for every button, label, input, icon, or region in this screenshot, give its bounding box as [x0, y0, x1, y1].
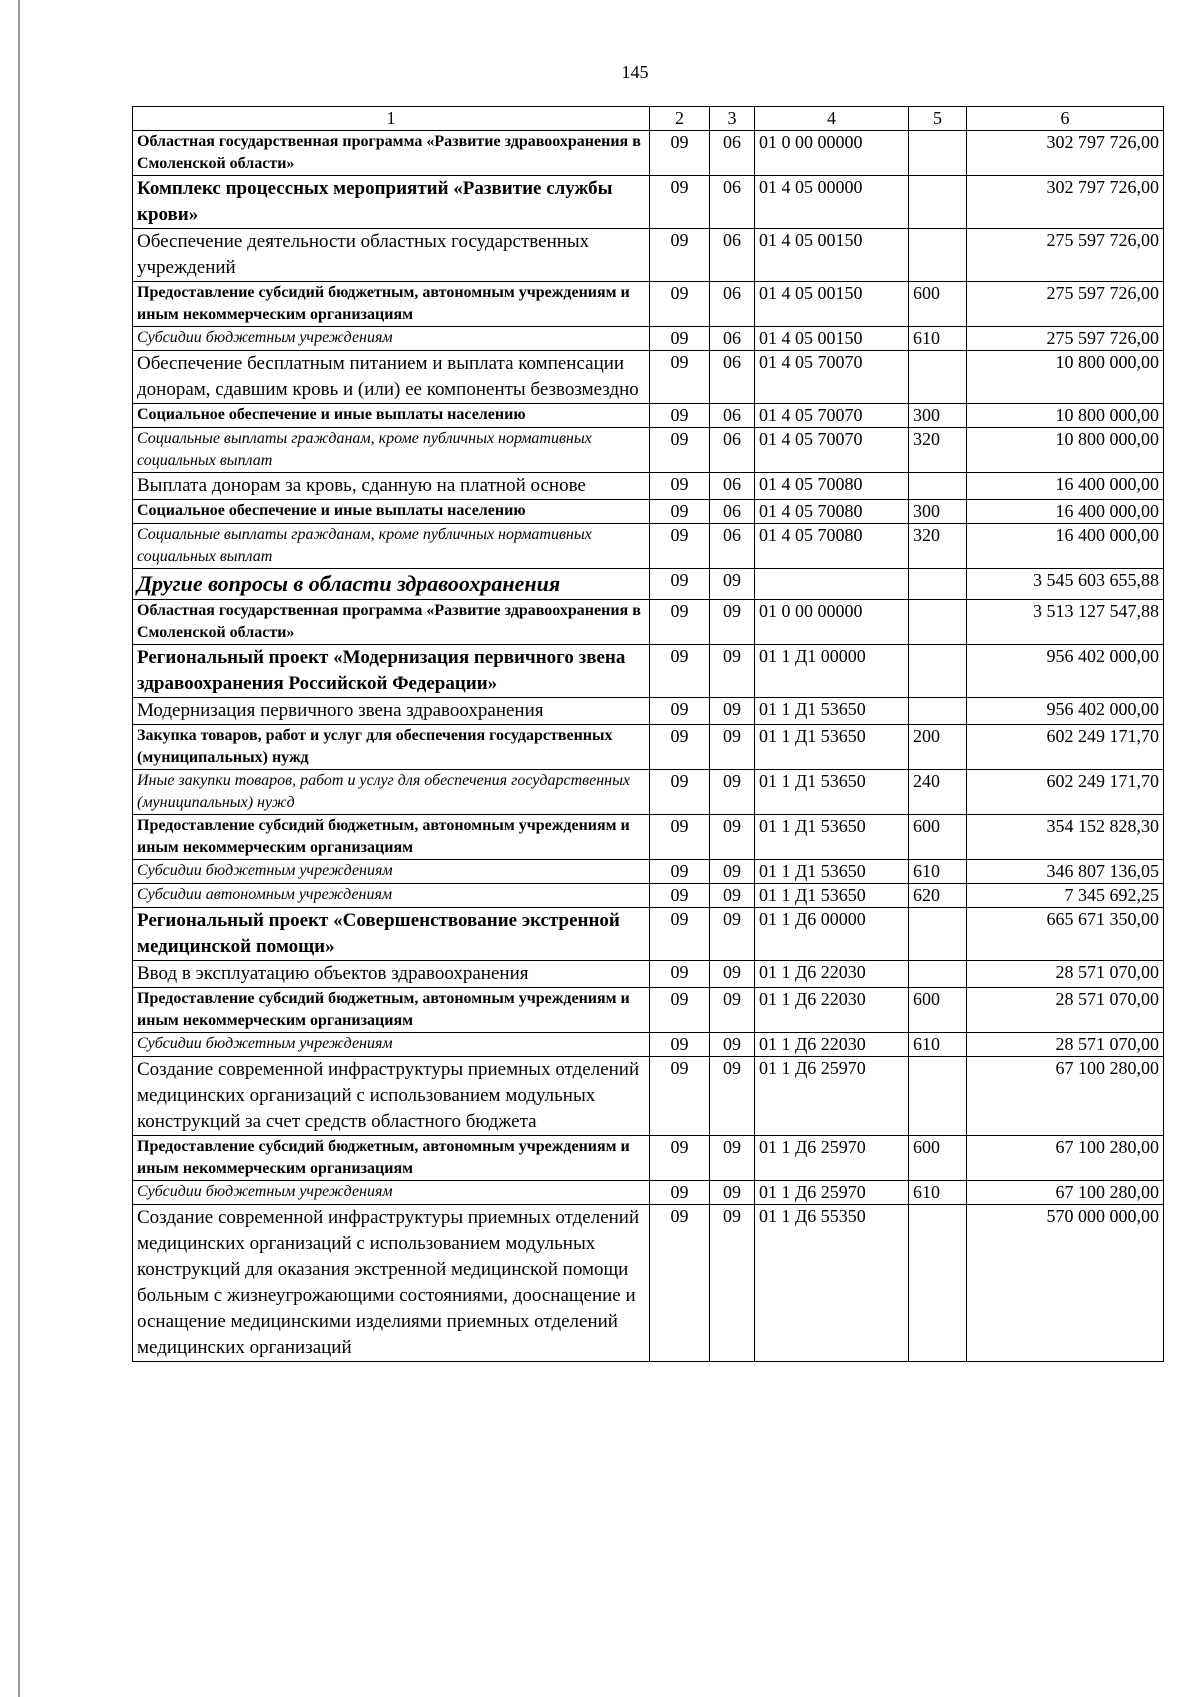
row-subsection-code-cell: 09	[710, 1205, 755, 1362]
row-amount-cell: 28 571 070,00	[967, 961, 1164, 988]
row-section-code-cell: 09	[650, 131, 710, 176]
table-row	[133, 698, 1164, 725]
table-row	[133, 176, 1164, 229]
row-amount-cell: 67 100 280,00	[967, 1136, 1164, 1181]
row-target-article-cell: 01 1 Д6 00000	[755, 908, 909, 961]
table-row	[133, 988, 1164, 1033]
row-section-code-cell: 09	[650, 988, 710, 1033]
row-name-cell: Обеспечение деятельности областных государственных учреждений	[133, 229, 650, 282]
row-target-article-cell: 01 1 Д6 55350	[755, 1205, 909, 1362]
header-cell-csr: 4	[755, 107, 909, 131]
row-amount-cell: 67 100 280,00	[967, 1181, 1164, 1205]
row-amount-cell: 3 513 127 547,88	[967, 600, 1164, 645]
table-row	[133, 473, 1164, 500]
row-name-cell: Ввод в эксплуатацию объектов здравоохранения	[133, 961, 650, 988]
table-row	[133, 1136, 1164, 1181]
row-subsection-code-cell: 09	[710, 600, 755, 645]
header-cell-amount: 6	[967, 107, 1164, 131]
row-section-code-cell: 09	[650, 524, 710, 569]
row-subsection-code-cell: 06	[710, 428, 755, 473]
table-row	[133, 282, 1164, 327]
table-row	[133, 229, 1164, 282]
row-expense-type-cell	[909, 1057, 967, 1136]
budget-table	[132, 106, 1164, 1362]
row-name-cell: Иные закупки товаров, работ и услуг для обеспечения государственных (муниципальных) нужд	[133, 770, 650, 815]
row-amount-cell: 570 000 000,00	[967, 1205, 1164, 1362]
row-target-article-cell: 01 1 Д1 53650	[755, 860, 909, 884]
table-row	[133, 770, 1164, 815]
row-target-article-cell: 01 1 Д1 53650	[755, 815, 909, 860]
row-amount-cell: 16 400 000,00	[967, 500, 1164, 524]
row-expense-type-cell: 200	[909, 725, 967, 770]
row-amount-cell: 275 597 726,00	[967, 282, 1164, 327]
row-name-cell: Модернизация первичного звена здравоохранения	[133, 698, 650, 725]
row-subsection-code-cell: 09	[710, 770, 755, 815]
table-row	[133, 645, 1164, 698]
row-name-cell: Социальные выплаты гражданам, кроме публичных нормативных социальных выплат	[133, 428, 650, 473]
row-expense-type-cell	[909, 698, 967, 725]
row-section-code-cell: 09	[650, 1136, 710, 1181]
row-expense-type-cell	[909, 1205, 967, 1362]
row-expense-type-cell: 610	[909, 1181, 967, 1205]
row-subsection-code-cell: 06	[710, 524, 755, 569]
row-subsection-code-cell: 06	[710, 500, 755, 524]
row-expense-type-cell: 600	[909, 815, 967, 860]
row-subsection-code-cell: 09	[710, 908, 755, 961]
row-target-article-cell: 01 1 Д6 25970	[755, 1181, 909, 1205]
row-section-code-cell: 09	[650, 473, 710, 500]
row-subsection-code-cell: 06	[710, 351, 755, 404]
row-amount-cell: 275 597 726,00	[967, 229, 1164, 282]
row-amount-cell: 16 400 000,00	[967, 524, 1164, 569]
row-subsection-code-cell: 09	[710, 884, 755, 908]
row-section-code-cell: 09	[650, 500, 710, 524]
budget-table-body	[133, 107, 1164, 1362]
row-amount-cell: 10 800 000,00	[967, 351, 1164, 404]
row-name-cell: Закупка товаров, работ и услуг для обеспечения государственных (муниципальных) нужд	[133, 725, 650, 770]
row-amount-cell: 602 249 171,70	[967, 725, 1164, 770]
row-target-article-cell: 01 1 Д6 25970	[755, 1136, 909, 1181]
row-expense-type-cell	[909, 229, 967, 282]
page-number: 145	[621, 62, 649, 82]
row-amount-cell: 354 152 828,30	[967, 815, 1164, 860]
row-expense-type-cell: 300	[909, 500, 967, 524]
row-expense-type-cell: 600	[909, 282, 967, 327]
header-row	[133, 107, 1164, 131]
table-row	[133, 404, 1164, 428]
row-target-article-cell: 01 4 05 00150	[755, 229, 909, 282]
row-amount-cell: 346 807 136,05	[967, 860, 1164, 884]
row-name-cell: Предоставление субсидий бюджетным, автономным учреждениям и иным некоммерческим организациям	[133, 282, 650, 327]
row-name-cell: Другие вопросы в области здравоохранения	[133, 569, 650, 600]
row-name-cell: Создание современной инфраструктуры приемных отделений медицинских организаций с использованием модульных конструкций за счет средств областного бюджета	[133, 1057, 650, 1136]
row-target-article-cell: 01 4 05 70080	[755, 500, 909, 524]
row-expense-type-cell	[909, 961, 967, 988]
table-row	[133, 961, 1164, 988]
row-section-code-cell: 09	[650, 1181, 710, 1205]
table-row	[133, 428, 1164, 473]
row-subsection-code-cell: 09	[710, 1136, 755, 1181]
row-name-cell: Комплекс процессных мероприятий «Развитие службы крови»	[133, 176, 650, 229]
row-target-article-cell: 01 1 Д6 25970	[755, 1057, 909, 1136]
row-subsection-code-cell: 06	[710, 404, 755, 428]
row-name-cell: Предоставление субсидий бюджетным, автономным учреждениям и иным некоммерческим организациям	[133, 988, 650, 1033]
row-target-article-cell: 01 4 05 00150	[755, 282, 909, 327]
row-section-code-cell: 09	[650, 1057, 710, 1136]
row-name-cell: Субсидии бюджетным учреждениям	[133, 1181, 650, 1205]
row-target-article-cell: 01 4 05 00150	[755, 327, 909, 351]
row-subsection-code-cell: 09	[710, 815, 755, 860]
row-section-code-cell: 09	[650, 698, 710, 725]
table-row	[133, 1205, 1164, 1362]
row-amount-cell: 10 800 000,00	[967, 428, 1164, 473]
row-subsection-code-cell: 06	[710, 327, 755, 351]
row-name-cell: Обеспечение бесплатным питанием и выплата компенсации донорам, сдавшим кровь и (или) ее компоненты безвозмездно	[133, 351, 650, 404]
table-row	[133, 351, 1164, 404]
row-expense-type-cell: 320	[909, 428, 967, 473]
row-amount-cell: 10 800 000,00	[967, 404, 1164, 428]
row-name-cell: Областная государственная программа «Развитие здравоохранения в Смоленской области»	[133, 600, 650, 645]
table-row	[133, 1181, 1164, 1205]
row-subsection-code-cell: 09	[710, 961, 755, 988]
table-row	[133, 1033, 1164, 1057]
row-amount-cell: 956 402 000,00	[967, 645, 1164, 698]
row-section-code-cell: 09	[650, 961, 710, 988]
row-section-code-cell: 09	[650, 351, 710, 404]
row-target-article-cell: 01 1 Д1 53650	[755, 725, 909, 770]
table-row	[133, 815, 1164, 860]
row-section-code-cell: 09	[650, 327, 710, 351]
row-amount-cell: 275 597 726,00	[967, 327, 1164, 351]
row-target-article-cell: 01 4 05 70070	[755, 428, 909, 473]
row-expense-type-cell	[909, 569, 967, 600]
row-section-code-cell: 09	[650, 770, 710, 815]
row-name-cell: Создание современной инфраструктуры приемных отделений медицинских организаций с использованием модульных конструкций для оказания экстренной медицинской помощи больным с жизнеугрожающими состояниями, дооснащение и оснащение медицинскими изделиями приемных отделений медицинских организаций	[133, 1205, 650, 1362]
table-row	[133, 1057, 1164, 1136]
row-target-article-cell: 01 4 05 70080	[755, 524, 909, 569]
row-amount-cell: 7 345 692,25	[967, 884, 1164, 908]
row-section-code-cell: 09	[650, 645, 710, 698]
row-amount-cell: 602 249 171,70	[967, 770, 1164, 815]
row-amount-cell: 302 797 726,00	[967, 131, 1164, 176]
header-cell-pr: 3	[710, 107, 755, 131]
table-row	[133, 725, 1164, 770]
row-name-cell: Предоставление субсидий бюджетным, автономным учреждениям и иным некоммерческим организациям	[133, 1136, 650, 1181]
row-expense-type-cell	[909, 176, 967, 229]
row-section-code-cell: 09	[650, 725, 710, 770]
row-target-article-cell: 01 4 05 70070	[755, 351, 909, 404]
row-amount-cell: 28 571 070,00	[967, 988, 1164, 1033]
row-amount-cell: 28 571 070,00	[967, 1033, 1164, 1057]
row-subsection-code-cell: 09	[710, 860, 755, 884]
row-target-article-cell	[755, 569, 909, 600]
row-section-code-cell: 09	[650, 600, 710, 645]
row-subsection-code-cell: 06	[710, 473, 755, 500]
row-name-cell: Социальное обеспечение и иные выплаты населению	[133, 404, 650, 428]
row-section-code-cell: 09	[650, 815, 710, 860]
row-name-cell: Субсидии автономным учреждениям	[133, 884, 650, 908]
row-expense-type-cell: 300	[909, 404, 967, 428]
scan-edge-line	[18, 0, 20, 1697]
row-section-code-cell: 09	[650, 884, 710, 908]
row-subsection-code-cell: 09	[710, 1181, 755, 1205]
row-section-code-cell: 09	[650, 282, 710, 327]
row-expense-type-cell	[909, 908, 967, 961]
row-subsection-code-cell: 09	[710, 1057, 755, 1136]
row-name-cell: Социальные выплаты гражданам, кроме публичных нормативных социальных выплат	[133, 524, 650, 569]
row-expense-type-cell: 610	[909, 327, 967, 351]
row-amount-cell: 302 797 726,00	[967, 176, 1164, 229]
row-expense-type-cell	[909, 600, 967, 645]
row-section-code-cell: 09	[650, 176, 710, 229]
row-subsection-code-cell: 09	[710, 725, 755, 770]
row-target-article-cell: 01 1 Д1 00000	[755, 645, 909, 698]
row-name-cell: Субсидии бюджетным учреждениям	[133, 327, 650, 351]
row-subsection-code-cell: 06	[710, 131, 755, 176]
row-section-code-cell: 09	[650, 1205, 710, 1362]
row-target-article-cell: 01 1 Д6 22030	[755, 961, 909, 988]
row-subsection-code-cell: 09	[710, 645, 755, 698]
row-name-cell: Региональный проект «Совершенствование экстренной медицинской помощи»	[133, 908, 650, 961]
row-amount-cell: 67 100 280,00	[967, 1057, 1164, 1136]
row-target-article-cell: 01 4 05 00000	[755, 176, 909, 229]
row-amount-cell: 665 671 350,00	[967, 908, 1164, 961]
row-subsection-code-cell: 06	[710, 229, 755, 282]
row-subsection-code-cell: 06	[710, 176, 755, 229]
row-expense-type-cell: 600	[909, 988, 967, 1033]
row-target-article-cell: 01 1 Д1 53650	[755, 770, 909, 815]
row-subsection-code-cell: 06	[710, 282, 755, 327]
row-target-article-cell: 01 0 00 00000	[755, 600, 909, 645]
table-row	[133, 884, 1164, 908]
row-subsection-code-cell: 09	[710, 698, 755, 725]
row-section-code-cell: 09	[650, 229, 710, 282]
row-target-article-cell: 01 4 05 70070	[755, 404, 909, 428]
row-name-cell: Областная государственная программа «Развитие здравоохранения в Смоленской области»	[133, 131, 650, 176]
table-row	[133, 327, 1164, 351]
row-amount-cell: 3 545 603 655,88	[967, 569, 1164, 600]
row-section-code-cell: 09	[650, 908, 710, 961]
row-section-code-cell: 09	[650, 860, 710, 884]
row-subsection-code-cell: 09	[710, 569, 755, 600]
row-name-cell: Социальное обеспечение и иные выплаты населению	[133, 500, 650, 524]
row-name-cell: Региональный проект «Модернизация первичного звена здравоохранения Российской Федерации»	[133, 645, 650, 698]
row-subsection-code-cell: 09	[710, 988, 755, 1033]
row-expense-type-cell: 620	[909, 884, 967, 908]
row-subsection-code-cell: 09	[710, 1033, 755, 1057]
row-expense-type-cell: 240	[909, 770, 967, 815]
row-expense-type-cell	[909, 131, 967, 176]
row-name-cell: Субсидии бюджетным учреждениям	[133, 860, 650, 884]
row-expense-type-cell	[909, 351, 967, 404]
row-name-cell: Выплата донорам за кровь, сданную на платной основе	[133, 473, 650, 500]
table-row	[133, 569, 1164, 600]
row-section-code-cell: 09	[650, 569, 710, 600]
row-target-article-cell: 01 1 Д1 53650	[755, 884, 909, 908]
header-cell-name: 1	[133, 107, 650, 131]
table-row	[133, 500, 1164, 524]
row-name-cell: Предоставление субсидий бюджетным, автономным учреждениям и иным некоммерческим организациям	[133, 815, 650, 860]
row-section-code-cell: 09	[650, 404, 710, 428]
header-cell-rz: 2	[650, 107, 710, 131]
table-row	[133, 600, 1164, 645]
row-expense-type-cell	[909, 473, 967, 500]
row-target-article-cell: 01 4 05 70080	[755, 473, 909, 500]
row-section-code-cell: 09	[650, 428, 710, 473]
table-row	[133, 908, 1164, 961]
row-expense-type-cell: 320	[909, 524, 967, 569]
row-target-article-cell: 01 1 Д6 22030	[755, 988, 909, 1033]
row-amount-cell: 16 400 000,00	[967, 473, 1164, 500]
row-target-article-cell: 01 1 Д1 53650	[755, 698, 909, 725]
row-section-code-cell: 09	[650, 1033, 710, 1057]
row-target-article-cell: 01 0 00 00000	[755, 131, 909, 176]
table-row	[133, 524, 1164, 569]
row-expense-type-cell: 610	[909, 860, 967, 884]
header-cell-vr: 5	[909, 107, 967, 131]
table-row	[133, 860, 1164, 884]
row-expense-type-cell: 600	[909, 1136, 967, 1181]
row-name-cell: Субсидии бюджетным учреждениям	[133, 1033, 650, 1057]
row-target-article-cell: 01 1 Д6 22030	[755, 1033, 909, 1057]
row-expense-type-cell	[909, 645, 967, 698]
table-row	[133, 131, 1164, 176]
row-expense-type-cell: 610	[909, 1033, 967, 1057]
row-amount-cell: 956 402 000,00	[967, 698, 1164, 725]
